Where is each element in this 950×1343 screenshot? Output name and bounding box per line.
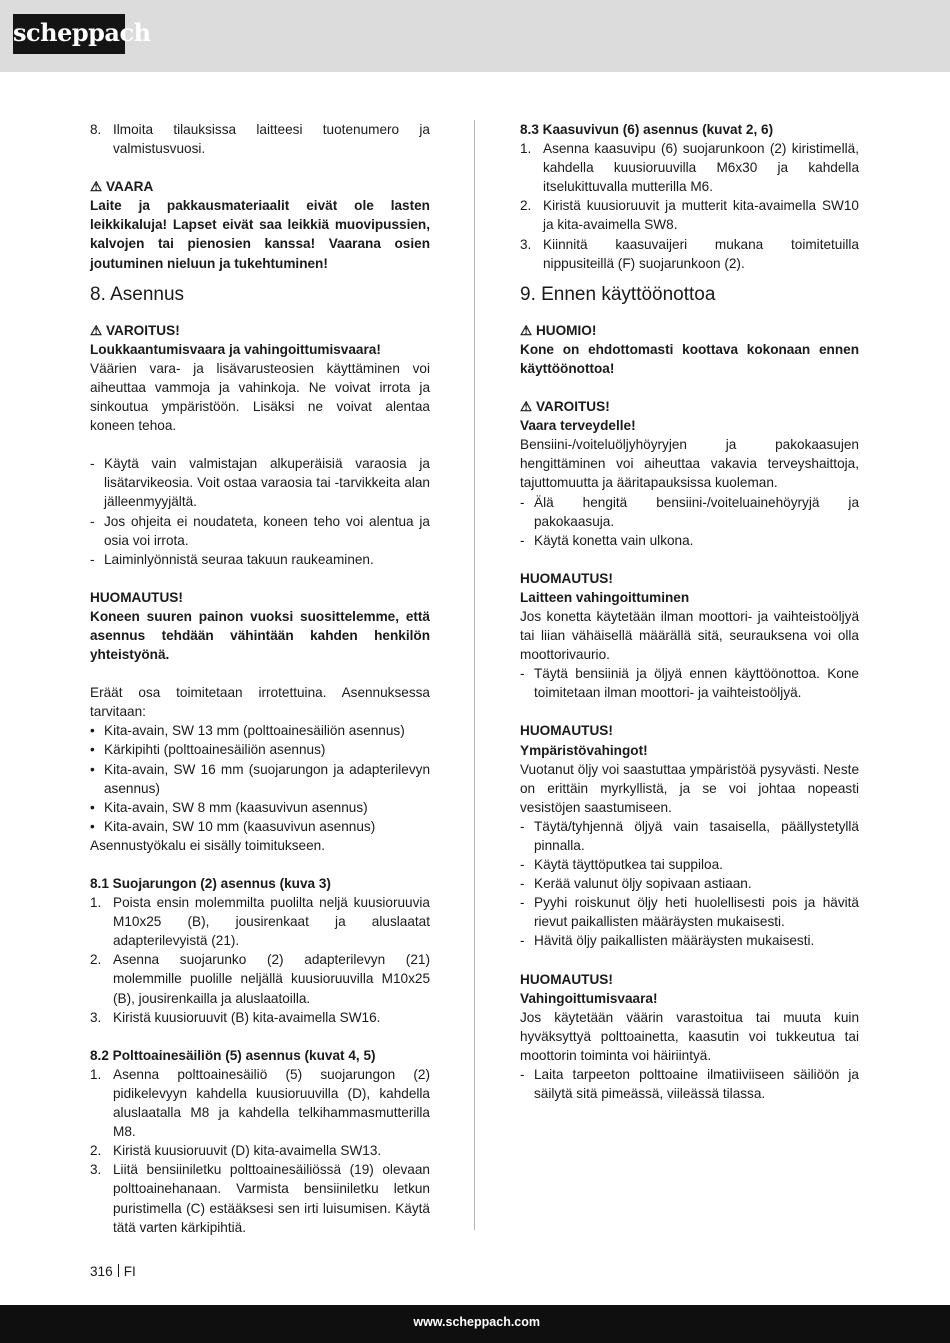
list-item: • Kita-avain, SW 16 mm (suojarungon ja adapterilevyn asennus) [90,761,430,796]
right-column [520,120,859,1103]
subsection-heading: 8.3 Kaasuvivun (6) asennus (kuvat 2, 6) [520,122,774,137]
column-divider [474,120,475,1230]
list-item: 2. Kiristä kuusioruuvit ja mutterit kita-avaimella SW10 ja kita-avaimella SW8. [520,198,859,233]
list-item: - Jos ohjeita ei noudateta, koneen teho voi alentua ja osia voi irrota. [90,513,430,548]
list-item: 8. Ilmoita tilauksissa laitteesi tuotenumero ja valmistusvuosi. [90,122,430,157]
list-item: - Laiminlyönnistä seuraa takuun raukeaminen. [90,551,374,567]
warning-title: ⚠ VAROITUS! [90,322,180,338]
notice-title: HUOMAUTUS! [90,589,183,605]
list-item: 3. Kiristä kuusioruuvit (B) kita-avaimella SW16. [90,1009,381,1025]
notice-title: HUOMAUTUS! [520,723,613,739]
list-item: - Älä hengitä bensiini-/voiteluainehöyryjä ja pakokaasuja. [520,494,859,529]
list-item: - Laita tarpeeton polttoaine ilmatiiviiseen säiliöön ja säilytä sitä pimeässä, viileässä tilassa. [520,1067,859,1102]
header-band [0,0,950,72]
list-item: 3. Kiinnitä kaasuvaijeri mukana toimitetuilla nippusiteillä (F) suojarunkoon (2). [520,236,859,271]
list-item: - Kerää valunut öljy sopivaan astiaan. [520,876,752,892]
tools-note: Asennustyökalu ei sisälly toimitukseen. [90,837,325,853]
website-link[interactable]: www.scheppach.com [413,1315,540,1329]
warning-title: ⚠ VAROITUS! [520,399,610,415]
page-number: 316 FI [90,1264,136,1279]
list-item: 3. Liitä bensiiniletku polttoainesäiliössä (19) olevaan polttoainehanaan. Varmista bensiiniletku letkun puristimella (C) estääksesi sen irti luisumisen. Käytä tätä varten kärkipihtiä. [90,1162,430,1235]
notice-text: Vuotanut öljy voi saastuttaa ympäristöä pysyvästi. Neste on erittäin myrkyllistä, ja se voi johtaa nopeasti vesistöjen saastumiseen. [520,761,859,815]
notice-text: Koneen suuren painon vuoksi suosittelemme, että asennus tehdään vähintään kahden henkilön yhteistyönä. [90,608,430,663]
list-item: 1. Poista ensin molemmilta puolilta neljä kuusioruuvia M10x25 (B), jousirenkaat ja aluslaatat adapterilevyistä (21). [90,895,430,949]
warning-subtitle: Vaara terveydelle! [520,418,636,434]
list-item: 2. Kiristä kuusioruuvit (D) kita-avaimella SW13. [90,1143,382,1159]
caution-text: Kone on ehdottomasti koottava kokonaan ennen käyttöönottoa! [520,341,859,376]
warning-text: Bensiini-/voiteluöljyhöyryjen ja pakokaasujen hengittäminen voi aiheuttaa vakavia terveyshaittoja, tajuttomuutta ja ääritapauksissa kuoleman. [520,437,859,491]
footer-band [0,1305,950,1343]
notice-subtitle: Laitteen vahingoittuminen [520,589,690,605]
list-item: - Täytä/tyhjennä öljyä vain tasaisella, päällystetyllä pinnalla. [520,818,859,853]
left-column [90,120,430,1237]
list-item: - Käytä vain valmistajan alkuperäisiä varaosia ja lisätarvikeosia. Voit ostaa varaosia tai -tarvikkeita alan jälleenmyyjältä. [90,456,430,510]
scheppach-logo: scheppach [13,14,125,54]
caution-title: ⚠ HUOMIO! [520,322,597,338]
list-item: • Kita-avain, SW 13 mm (polttoainesäiliön asennus) [90,723,405,739]
notice-text: Jos konetta käytetään ilman moottori- ja vaihteistoöljyä tai liian vähäisellä määrällä sitä, seurauksena voi olla moottorivaurio. [520,608,859,663]
subsection-heading: 8.1 Suojarungon (2) asennus (kuva 3) [90,876,331,891]
list-item: • Kita-avain, SW 8 mm (kaasuvivun asennus) [90,799,368,815]
section-heading: 8. Asennus [90,283,185,305]
tools-intro: Eräät osa toimitetaan irrotettuina. Asennuksessa tarvitaan: [90,685,430,720]
notice-title: HUOMAUTUS! [520,570,613,586]
list-item: • Kita-avain, SW 10 mm (kaasuvivun asennus) [90,818,376,834]
warning-text: Laite ja pakkausmateriaalit eivät ole lasten leikkikaluja! Lapset eivät saa leikkiä muovipussien, kalvojen tai pienosien kanssa! Vaarana osien joutuminen nieluun ja tukehtuminen! [90,198,430,271]
notice-subtitle: Ympäristövahingot! [520,742,648,758]
notice-text: Jos käytetään väärin varastoitua tai muuta kuin hyväksyttyä polttoainetta, kaasutin voi tukkeutua tai moottorin toiminta voi häiriintyä. [520,1009,859,1063]
list-item: - Pyyhi roiskunut öljy heti huolellisesti pois ja hävitä rievut paikallisten määräysten mukaisesti. [520,895,859,930]
warning-subtitle: Loukkaantumisvaara ja vahingoittumisvaara! [90,341,381,357]
warning-title: ⚠ VAARA [90,179,154,195]
subsection-heading: 8.2 Polttoainesäiliön (5) asennus (kuvat 4, 5) [90,1047,376,1063]
list-item: - Täytä bensiiniä ja öljyä ennen käyttöönottoa. Kone toimitetaan ilman moottori- ja vaihteistoöljyä. [520,666,859,701]
list-item: 1. Asenna kaasuvipu (6) suojarunkoon (2) kiristimellä, kahdella kuusioruuvilla M6x30 ja kahdella itselukittuvalla mutterilla M6. [520,141,859,195]
section-heading: 9. Ennen käyttöönottoa [520,283,716,305]
list-item: - Käytä täyttöputkea tai suppiloa. [520,857,723,873]
list-item: • Kärkipihti (polttoainesäiliön asennus) [90,742,326,758]
warning-text: Väärien vara- ja lisävarusteosien käyttäminen voi aiheuttaa vammoja ja vahinkoja. Ne voivat irrota ja sinkoutua ympäristöön. Lisäksi ne voivat alentaa koneen tehoa. [90,360,430,434]
list-item: - Käytä konetta vain ulkona. [520,532,694,548]
list-item: - Hävitä öljy paikallisten määräysten mukaisesti. [520,933,815,949]
notice-subtitle: Vahingoittumisvaara! [520,990,658,1006]
list-item: 2. Asenna suojarunko (2) adapterilevyn (21) molemmille puolille neljällä kuusioruuvilla M10x25 (B), jousirenkailla ja aluslaatoilla. [90,952,430,1006]
list-item: 1. Asenna polttoainesäiliö (5) suojarungon (2) pidikelevyyn kahdella kuusioruuvilla (D), kahdella aluslaatalla M8 ja kahdella telkihammasmutterilla M8. [90,1066,430,1140]
notice-title: HUOMAUTUS! [520,971,613,987]
